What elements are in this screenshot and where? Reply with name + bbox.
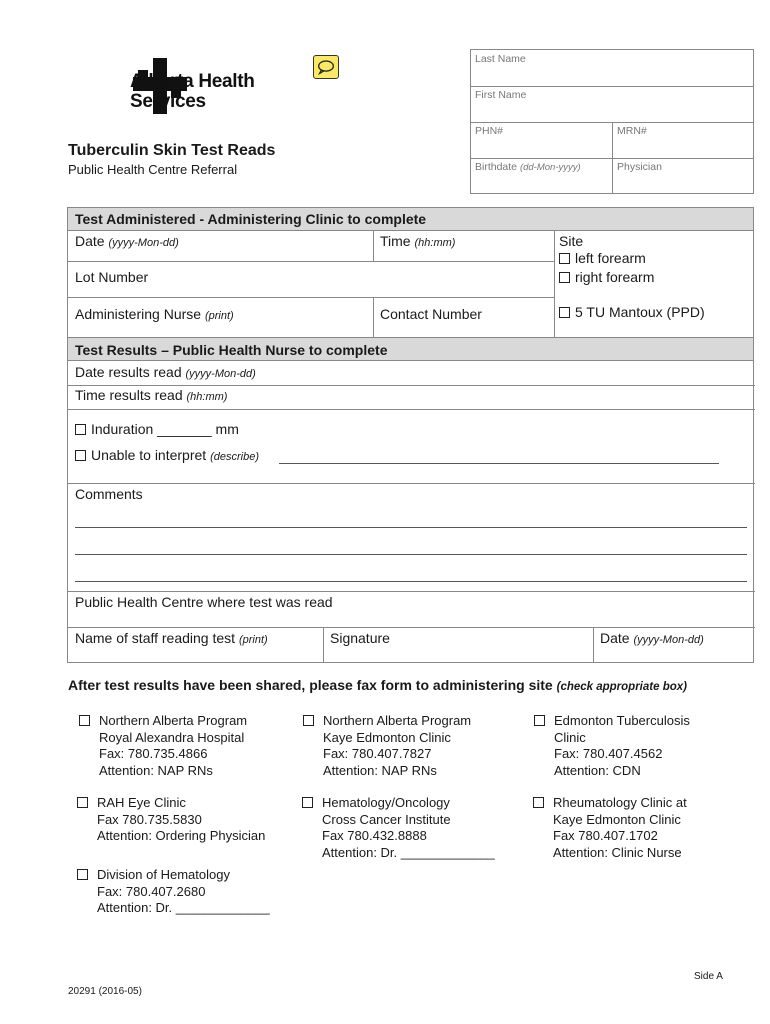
form-number: 20291 (2016-05): [68, 986, 142, 997]
comment-icon[interactable]: [313, 55, 339, 79]
physician-field[interactable]: Physician: [617, 161, 662, 173]
side-label: Side A: [694, 971, 723, 982]
last-name-field[interactable]: Last Name: [475, 53, 526, 65]
staff-name-field[interactable]: Name of staff reading test (print): [75, 630, 268, 646]
lot-number-field[interactable]: Lot Number: [75, 269, 149, 285]
checkbox-icon: [75, 424, 86, 435]
fax-option-hematology-oncology[interactable]: Hematology/Oncology Cross Cancer Institute Fax 780.432.8888 Attention: Dr. _____________: [322, 795, 495, 861]
page-subtitle: Public Health Centre Referral: [68, 162, 238, 177]
unable-description-line[interactable]: [279, 463, 719, 464]
checkbox-icon: [303, 715, 314, 726]
signature-field[interactable]: Signature: [330, 630, 390, 646]
section-heading-results: Test Results – Public Health Nurse to complete: [68, 337, 753, 361]
comments-line[interactable]: [75, 581, 747, 582]
public-health-centre-field[interactable]: Public Health Centre where test was read: [75, 594, 333, 610]
comments-line[interactable]: [75, 527, 747, 528]
unable-to-interpret-checkbox[interactable]: Unable to interpret (describe): [75, 447, 259, 463]
phn-field[interactable]: PHN#: [475, 125, 504, 137]
fax-option-nap-kaye-edmonton[interactable]: Northern Alberta Program Kaye Edmonton Clinic Fax: 780.407.7827 Attention: NAP RNs: [323, 713, 471, 779]
checkbox-icon: [77, 869, 88, 880]
mrn-field[interactable]: MRN#: [617, 125, 647, 137]
induration-checkbox[interactable]: Induration _______ mm: [75, 421, 239, 437]
checkbox-icon: [79, 715, 90, 726]
contact-number-field[interactable]: Contact Number: [380, 306, 482, 322]
site-label: Site: [559, 233, 584, 249]
fax-option-rah-eye-clinic[interactable]: RAH Eye Clinic Fax 780.735.5830 Attention: Ordering Physician: [97, 795, 265, 845]
site-left-forearm-checkbox[interactable]: left forearm: [559, 250, 646, 266]
checkbox-icon: [77, 797, 88, 808]
checkbox-icon: [559, 272, 570, 283]
birthdate-field[interactable]: Birthdate (dd-Mon-yyyy): [475, 161, 581, 173]
checkbox-icon: [559, 253, 570, 264]
logo-wordmark: Alberta Health Services: [130, 71, 255, 112]
comments-label: Comments: [75, 486, 143, 502]
checkbox-icon: [533, 797, 544, 808]
site-right-forearm-checkbox[interactable]: right forearm: [559, 269, 654, 285]
date-results-read-field[interactable]: Date results read (yyyy-Mon-dd): [75, 364, 256, 380]
time-administered-field[interactable]: Time (hh:mm): [380, 233, 456, 249]
fax-option-edmonton-tb-clinic[interactable]: Edmonton Tuberculosis Clinic Fax: 780.407.4562 Attention: CDN: [554, 713, 690, 779]
administering-nurse-field[interactable]: Administering Nurse (print): [75, 306, 234, 322]
fax-instruction: After test results have been shared, please fax form to administering site (check appropriate box): [68, 677, 687, 693]
fax-option-rheumatology-clinic[interactable]: Rheumatology Clinic at Kaye Edmonton Clinic Fax 780.407.1702 Attention: Clinic Nurse: [553, 795, 687, 861]
date-administered-field[interactable]: Date (yyyy-Mon-dd): [75, 233, 179, 249]
page-title: Tuberculin Skin Test Reads: [68, 142, 276, 159]
comments-line[interactable]: [75, 554, 747, 555]
mantoux-checkbox[interactable]: 5 TU Mantoux (PPD): [559, 304, 705, 320]
checkbox-icon: [302, 797, 313, 808]
time-results-read-field[interactable]: Time results read (hh:mm): [75, 387, 228, 403]
checkbox-icon: [559, 307, 570, 318]
fax-option-division-hematology[interactable]: Division of Hematology Fax: 780.407.2680 Attention: Dr. _____________: [97, 867, 270, 917]
date-read-signature-field[interactable]: Date (yyyy-Mon-dd): [600, 630, 704, 646]
first-name-field[interactable]: First Name: [475, 89, 527, 101]
patient-info-box: [470, 49, 754, 194]
checkbox-icon: [75, 450, 86, 461]
section-heading-administered: Test Administered - Administering Clinic to complete: [68, 208, 753, 231]
fax-option-nap-royal-alexandra[interactable]: Northern Alberta Program Royal Alexandra Hospital Fax: 780.735.4866 Attention: NAP RNs: [99, 713, 247, 779]
checkbox-icon: [534, 715, 545, 726]
test-form: [67, 207, 754, 663]
